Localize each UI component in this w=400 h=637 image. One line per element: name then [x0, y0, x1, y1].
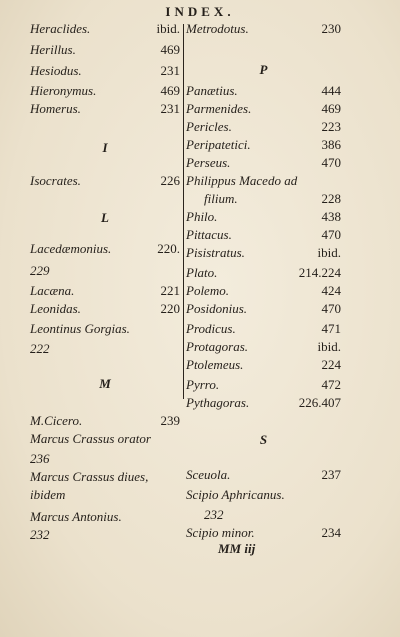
entry-name: Plato. [186, 265, 218, 280]
entry-name: Pyrro. [186, 377, 220, 392]
entry-name: 229 [30, 263, 50, 278]
entry-page: 230 [321, 21, 341, 36]
entry-name: Philo. [186, 209, 218, 224]
entry-page: 239 [160, 413, 180, 428]
entry-page: 221 [160, 283, 180, 298]
entry-name: Marcus Antonius. [30, 509, 122, 524]
entry-name: ibidem [30, 487, 66, 502]
entry-name: Ptolemeus. [186, 357, 244, 372]
entry-name: Pythagoras. [186, 395, 250, 410]
entry-name: Hesiodus. [30, 63, 82, 78]
entry-page: 469 [321, 101, 341, 116]
entry-page: 220. [157, 241, 180, 256]
entry-name: Lacedæmonius. [30, 241, 112, 256]
entry-page: 226.407 [298, 395, 341, 410]
entry-page: 470 [321, 155, 341, 170]
entry-page: 231 [160, 101, 180, 116]
entry-name: Parmenides. [186, 101, 252, 116]
entry-name: 232 [204, 507, 224, 522]
entry-page: 444 [321, 83, 341, 98]
entry-page: 438 [321, 209, 341, 224]
section-letter: M [99, 376, 111, 391]
entry-name: Isocrates. [30, 173, 81, 188]
entry-name: Heraclides. [30, 21, 91, 36]
entry-name: M.Cicero. [30, 413, 83, 428]
entry-page: 231 [160, 63, 180, 78]
entry-page: 220 [160, 301, 180, 316]
entry-name: Lacæna. [30, 283, 75, 298]
entry-name: Marcus Crassus orator [30, 431, 151, 446]
entry-page: 472 [321, 377, 341, 392]
entry-page: 469 [160, 42, 180, 57]
entry-page: 214.224 [298, 265, 341, 280]
catchword: MM iij [218, 541, 256, 556]
entry-name: Posidonius. [186, 301, 248, 316]
entry-page: ibid. [317, 245, 341, 260]
entry-name: Leonidas. [30, 301, 81, 316]
entry-name: Homerus. [30, 101, 81, 116]
entry-name: Perseus. [186, 155, 231, 170]
entry-page: 470 [321, 227, 341, 242]
entry-name: 236 [30, 451, 50, 466]
entry-name: Pittacus. [186, 227, 232, 242]
entry-page: 224 [321, 357, 341, 372]
entry-name: Hieronymus. [30, 83, 97, 98]
entry-name: 222 [30, 341, 50, 356]
entry-name: filium. [204, 191, 238, 206]
section-letter: I [102, 140, 108, 155]
entry-name: 232 [30, 527, 50, 542]
entry-name: Peripatetici. [186, 137, 251, 152]
entry-page: 469 [160, 83, 180, 98]
section-letter: S [259, 432, 268, 447]
entry-page: 223 [321, 119, 341, 134]
entry-name: Polemo. [186, 283, 229, 298]
entry-page: 228 [321, 191, 341, 206]
entry-page: 424 [321, 283, 341, 298]
entry-name: Panætius. [186, 83, 238, 98]
entry-name: Pisistratus. [186, 245, 245, 260]
entry-name: Prodicus. [186, 321, 236, 336]
entry-page: 226 [160, 173, 180, 188]
entry-page: 470 [321, 301, 341, 316]
entry-page: 471 [321, 321, 341, 336]
entry-page: 237 [321, 467, 341, 482]
entry-page: ibid. [156, 21, 180, 36]
entry-page: 386 [321, 137, 341, 152]
entry-name: Marcus Crassus diues, [30, 469, 149, 484]
section-letter: L [101, 210, 109, 225]
entry-name: Philippus Macedo ad [186, 173, 298, 188]
entry-name: Herillus. [30, 42, 76, 57]
section-letter: P [259, 62, 268, 77]
entry-name: Metrodotus. [186, 21, 249, 36]
entry-page: 234 [321, 525, 341, 540]
entry-name: Scipio minor. [186, 525, 255, 540]
entry-name: Pericles. [186, 119, 232, 134]
entry-page: ibid. [317, 339, 341, 354]
entry-name: Protagoras. [186, 339, 248, 354]
entry-name: Leontinus Gorgias. [30, 321, 130, 336]
entry-name: Sceuola. [186, 467, 231, 482]
entry-name: Scipio Aphricanus. [186, 487, 285, 502]
running-header: INDEX. [165, 4, 235, 19]
column-divider [183, 24, 184, 399]
